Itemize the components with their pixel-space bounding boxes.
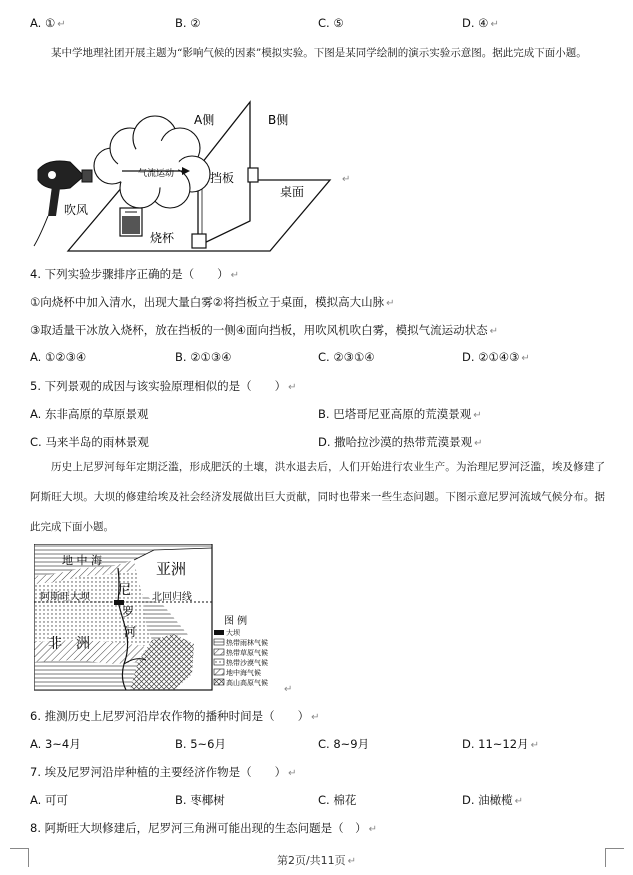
map-label-dam: 阿斯旺大坝	[40, 592, 90, 603]
q4-option-c: C. ②③①④	[318, 350, 375, 364]
beaker-icon	[120, 208, 142, 236]
q6-option-b: B. 5~6月	[175, 737, 226, 751]
label-hairdryer: 吹风	[64, 203, 89, 217]
top-option-d: D. ④ ↵	[462, 16, 499, 30]
q5-option-a: A. 东非高原的草原景观	[30, 407, 149, 421]
q4-stem: 4. 下列实验步骤排序正确的是（ ） ↵	[30, 267, 240, 281]
q7-option-a: A. 可可	[30, 793, 68, 807]
legend-item: 热带沙漠气候	[226, 659, 268, 667]
q5-option-c: C. 马来半岛的雨林景观	[30, 435, 149, 449]
q4-steps-1: ①向烧杯中加入清水，出现大量白雾②将挡板立于桌面，模拟高大山脉 ↵	[30, 295, 395, 309]
map-label-river-ni: 尼	[118, 583, 132, 598]
q6-option-d: D. 11~12月 ↵	[462, 737, 539, 751]
top-option-b: B. ②	[175, 16, 201, 30]
map-label-river-he: 河	[124, 625, 137, 639]
label-beaker: 烧杯	[150, 231, 175, 245]
legend-title: 图 例	[224, 616, 248, 627]
q5-option-d: D. 撒哈拉沙漠的热带荒漠景观 ↵	[318, 435, 483, 449]
q6-stem: 6. 推测历史上尼罗河沿岸农作物的播种时间是（ ） ↵	[30, 709, 320, 723]
legend-item: 热带雨林气候	[226, 639, 268, 647]
label-baffle: 挡板	[210, 171, 235, 185]
map-label-sea: 地 中 海	[62, 554, 102, 567]
q7-stem: 7. 埃及尼罗河沿岸种植的主要经济作物是（ ） ↵	[30, 765, 297, 779]
map-label-africa: 非 洲	[48, 636, 90, 652]
map-label-asia: 亚洲	[156, 560, 187, 578]
q4-option-a: A. ①②③④	[30, 350, 87, 364]
top-option-c: C. ⑤	[318, 16, 344, 30]
fog-cloud-icon	[94, 116, 210, 208]
label-airflow: 气流运动	[138, 169, 175, 179]
q7-option-d: D. 油橄榄 ↵	[462, 793, 524, 807]
legend-item: 高山高原气候	[226, 679, 268, 687]
map-legend	[214, 614, 268, 687]
legend-item: 热带草原气候	[226, 649, 268, 657]
top-option-a: A. ① ↵	[30, 16, 66, 30]
map-label-tropic: 北回归线	[152, 592, 192, 603]
map-label-river-luo: 罗	[122, 605, 135, 619]
nile-climate-map	[34, 544, 280, 692]
q7-option-b: B. 枣椰树	[175, 793, 225, 807]
experiment-diagram	[30, 96, 350, 258]
q4-option-d: D. ②①④③ ↵	[462, 350, 530, 364]
passage-1: 某中学地理社团开展主题为“影响气候的因素”模拟实验。下图是某同学绘制的演示实验示意图。据此完成下面小题。	[51, 47, 587, 59]
page-footer: 第2页/共11页 ↵	[276, 854, 357, 867]
q5-stem: 5. 下列景观的成因与该实验原理相似的是（ ） ↵	[30, 379, 297, 393]
legend-item: 地中海气候	[226, 669, 261, 677]
passage-2: 历史上尼罗河每年定期泛滥，形成肥沃的土壤，洪水退去后，人们开始进行农业生产。为治理尼罗河泛滥，埃及修建了阿斯旺大坝。大坝的修建给埃及社会经济发展做出巨大贡献，同时也带来一些生态问题。下图示意尼罗河流域气候分布。据此完成下面小题。	[30, 461, 605, 533]
q6-option-c: C. 8~9月	[318, 737, 370, 751]
q8-stem: 8. 阿斯旺大坝修建后，尼罗河三角洲可能出现的生态问题是（ ） ↵	[30, 821, 378, 835]
q7-option-c: C. 棉花	[318, 793, 357, 807]
q5-option-b: B. 巴塔哥尼亚高原的荒漠景观 ↵	[318, 407, 482, 421]
q4-option-b: B. ②①③④	[175, 350, 232, 364]
label-desk: 桌面	[280, 185, 305, 199]
legend-item: 大坝	[226, 629, 240, 637]
label-side-b: B侧	[268, 113, 289, 127]
q6-option-a: A. 3~4月	[30, 737, 81, 751]
label-side-a: A侧	[194, 113, 215, 127]
q4-steps-2: ③取适量干冰放入烧杯，放在挡板的一侧④面向挡板，用吹风机吹白雾，模拟气流运动状态 ↵	[30, 323, 499, 337]
